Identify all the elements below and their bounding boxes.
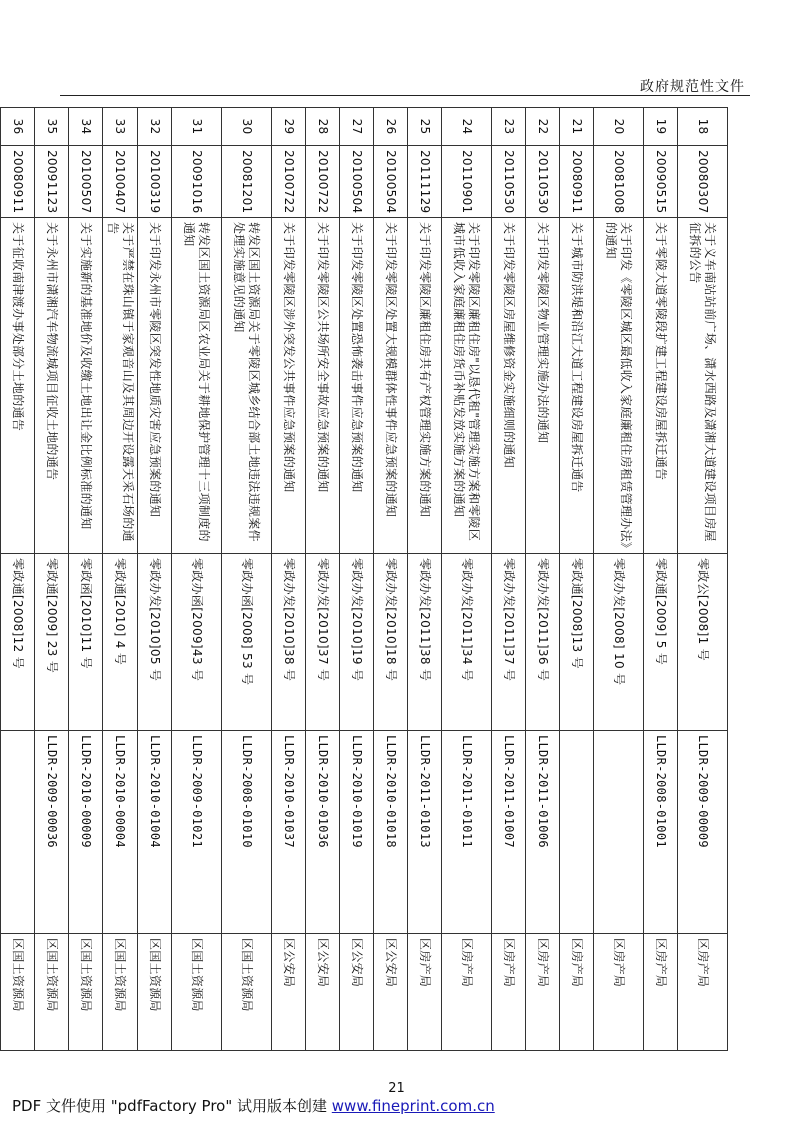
row-date: 20100407	[103, 146, 138, 218]
table-row	[408, 108, 442, 1051]
row-seq: 22	[526, 108, 560, 146]
row-doc-no: 零政通[2008]12 号	[1, 554, 35, 731]
row-title: 关于印发零陵区公共场所安全事故应急预案的通知	[306, 218, 340, 554]
row-date: 20081008	[594, 146, 644, 218]
row-reg-no: LLDR-2010-00009	[69, 731, 103, 934]
table-row	[442, 108, 492, 1051]
row-doc-no: 零政办函[2009]43 号	[172, 554, 222, 731]
row-dept: 区国土资源局	[69, 934, 103, 1051]
table-row	[492, 108, 526, 1051]
row-seq: 36	[1, 108, 35, 146]
row-seq: 31	[172, 108, 222, 146]
row-dept: 区房产局	[492, 934, 526, 1051]
row-reg-no: LLDR-2010-01004	[138, 731, 172, 934]
table-row	[678, 108, 728, 1051]
header-category: 政府规范性文件	[640, 79, 745, 95]
row-date: 20090515	[644, 146, 678, 218]
row-seq: 19	[644, 108, 678, 146]
row-title: 关于印发零陵区处置大规模群体性事件应急预案的通知	[374, 218, 408, 554]
row-seq: 26	[374, 108, 408, 146]
fineprint-link[interactable]: www.fineprint.com.cn	[331, 1097, 495, 1115]
row-seq: 24	[442, 108, 492, 146]
table-row	[138, 108, 172, 1051]
row-reg-no: LLDR-2011-01011	[442, 731, 492, 934]
row-date: 20091123	[35, 146, 69, 218]
row-reg-no	[560, 731, 594, 934]
row-seq: 23	[492, 108, 526, 146]
table-body	[1, 108, 728, 1051]
row-seq: 20	[594, 108, 644, 146]
page-number: 21	[388, 1081, 405, 1096]
row-dept: 区国土资源局	[1, 934, 35, 1051]
row-date: 20081201	[222, 146, 272, 218]
pdf-footer	[12, 1095, 495, 1116]
row-reg-no: LLDR-2011-01006	[526, 731, 560, 934]
row-doc-no: 零政办发[2011]38 号	[408, 554, 442, 731]
row-reg-no: LLDR-2008-01010	[222, 731, 272, 934]
row-date: 20110530	[492, 146, 526, 218]
row-title: 关于印发永州市零陵区突发性地质灾害应急预案的通知	[138, 218, 172, 554]
row-seq: 27	[340, 108, 374, 146]
table-row	[644, 108, 678, 1051]
row-seq: 25	[408, 108, 442, 146]
row-doc-no: 零政办发[2011]34 号	[442, 554, 492, 731]
row-dept: 区房产局	[560, 934, 594, 1051]
row-date: 20100722	[272, 146, 306, 218]
row-seq: 21	[560, 108, 594, 146]
table-row	[103, 108, 138, 1051]
row-date: 20080911	[560, 146, 594, 218]
row-dept: 区房产局	[408, 934, 442, 1051]
row-title: 关于印发零陵区处置恐怖袭击事件应急预案的通知	[340, 218, 374, 554]
row-dept: 区公安局	[340, 934, 374, 1051]
row-title: 关于实施新的基准地价及收缴土地出让金比例标准的通知	[69, 218, 103, 554]
row-title: 转发区国土资源局区农业局关于耕地保护管理十三项制度的通知	[172, 218, 222, 554]
row-reg-no: LLDR-2009-01021	[172, 731, 222, 934]
row-dept: 区公安局	[272, 934, 306, 1051]
table-row	[594, 108, 644, 1051]
row-title: 转发区国土资源局关于零陵区城乡结合部土地违法违规案件处理实施意见的通知	[222, 218, 272, 554]
row-dept: 区公安局	[306, 934, 340, 1051]
row-doc-no: 零政通[2010] 4 号	[103, 554, 138, 731]
row-title: 关于零陵大道零陵段扩建工程建设房屋拆迁通告	[644, 218, 678, 554]
table-row	[526, 108, 560, 1051]
row-date: 20110901	[442, 146, 492, 218]
row-date: 20080307	[678, 146, 728, 218]
row-dept: 区国土资源局	[172, 934, 222, 1051]
row-doc-no: 零政办发[2011]36 号	[526, 554, 560, 731]
table-row	[1, 108, 35, 1051]
table-row	[35, 108, 69, 1051]
row-reg-no: LLDR-2011-01007	[492, 731, 526, 934]
row-seq: 35	[35, 108, 69, 146]
row-seq: 29	[272, 108, 306, 146]
table-row	[340, 108, 374, 1051]
row-doc-no: 零政通[2009] 5 号	[644, 554, 678, 731]
row-reg-no: LLDR-2010-01037	[272, 731, 306, 934]
row-title: 关于永州市潇湘汽车物流城项目征收土地的通告	[35, 218, 69, 554]
row-doc-no: 零政通[2008]13 号	[560, 554, 594, 731]
table-row	[306, 108, 340, 1051]
row-reg-no	[594, 731, 644, 934]
row-date: 20100722	[306, 146, 340, 218]
row-doc-no: 零政办发[2010]18 号	[374, 554, 408, 731]
row-reg-no: LLDR-2010-01019	[340, 731, 374, 934]
row-date: 20091016	[172, 146, 222, 218]
pdf-notice: PDF 文件使用 "pdfFactory Pro" 试用版本创建	[12, 1097, 332, 1115]
table-row	[69, 108, 103, 1051]
row-title: 关于印发零陵区物业管理实施办法的通知	[526, 218, 560, 554]
row-doc-no: 零政公[2008]1 号	[678, 554, 728, 731]
row-date: 20110530	[526, 146, 560, 218]
row-doc-no: 零政办发[2008] 10 号	[594, 554, 644, 731]
header-rule	[60, 95, 750, 96]
row-dept: 区国土资源局	[35, 934, 69, 1051]
row-reg-no: LLDR-2010-00004	[103, 731, 138, 934]
row-title: 关于印发零陵区廉租住房"以恳代租"管理实施方案和零陵区城市低收入家庭廉租住房货币补贴发放实施方案的通知	[442, 218, 492, 554]
row-reg-no: LLDR-2011-01013	[408, 731, 442, 934]
row-date: 20100504	[340, 146, 374, 218]
row-title: 关于征收南津渡办事处部分土地的通告	[1, 218, 35, 554]
row-seq: 32	[138, 108, 172, 146]
row-doc-no: 零政办发[2010]05 号	[138, 554, 172, 731]
row-dept: 区国土资源局	[138, 934, 172, 1051]
row-title: 关于城市防洪堤和沿江大道工程建设房屋拆迁通告	[560, 218, 594, 554]
table-row	[560, 108, 594, 1051]
row-doc-no: 零政办发[2010]38 号	[272, 554, 306, 731]
row-reg-no: LLDR-2008-01001	[644, 731, 678, 934]
row-reg-no: LLDR-2010-01018	[374, 731, 408, 934]
row-title: 关于印发《零陵区城区最低收入家庭廉租住房租赁管理办法》的通知	[594, 218, 644, 554]
row-seq: 30	[222, 108, 272, 146]
row-doc-no: 零政办发[2010]37 号	[306, 554, 340, 731]
row-dept: 区房产局	[442, 934, 492, 1051]
row-dept: 区房产局	[678, 934, 728, 1051]
row-seq: 28	[306, 108, 340, 146]
row-seq: 33	[103, 108, 138, 146]
row-dept: 区国土资源局	[103, 934, 138, 1051]
row-reg-no: LLDR-2010-01036	[306, 731, 340, 934]
table-row	[172, 108, 222, 1051]
row-doc-no: 零政办函[2008] 53 号	[222, 554, 272, 731]
table-row	[374, 108, 408, 1051]
row-doc-no: 零政办发[2011]37 号	[492, 554, 526, 731]
row-dept: 区国土资源局	[222, 934, 272, 1051]
row-date: 20100507	[69, 146, 103, 218]
rotated-table-frame	[11, 107, 728, 1050]
row-date: 20080911	[1, 146, 35, 218]
document-register-table	[0, 107, 728, 1051]
row-date: 20100319	[138, 146, 172, 218]
row-title: 关于义车南站站前广场、潇水西路及潇湘大道建设项目房屋征拆的公告	[678, 218, 728, 554]
row-doc-no: 零政通[2009] 23 号	[35, 554, 69, 731]
row-title: 关于印发零陵区涉外突发公共事件应急预案的通知	[272, 218, 306, 554]
row-dept: 区房产局	[594, 934, 644, 1051]
row-doc-no: 零政函[2010]11 号	[69, 554, 103, 731]
row-dept: 区公安局	[374, 934, 408, 1051]
row-title: 关于严禁在珠山镇于家观音山及其周边开设露天采石场的通告	[103, 218, 138, 554]
row-reg-no	[1, 731, 35, 934]
row-seq: 34	[69, 108, 103, 146]
row-dept: 区房产局	[526, 934, 560, 1051]
row-reg-no: LLDR-2009-00009	[678, 731, 728, 934]
row-date: 20111129	[408, 146, 442, 218]
row-date: 20100504	[374, 146, 408, 218]
table-container	[11, 107, 728, 1050]
row-reg-no: LLDR-2009-00036	[35, 731, 69, 934]
row-title: 关于印发零陵区房屋维修资金实施细则的通知	[492, 218, 526, 554]
row-dept: 区房产局	[644, 934, 678, 1051]
table-row	[222, 108, 272, 1051]
row-doc-no: 零政办发[2010]19 号	[340, 554, 374, 731]
row-seq: 18	[678, 108, 728, 146]
row-title: 关于印发零陵区廉租住房共有产权管理实施方案的通知	[408, 218, 442, 554]
table-row	[272, 108, 306, 1051]
